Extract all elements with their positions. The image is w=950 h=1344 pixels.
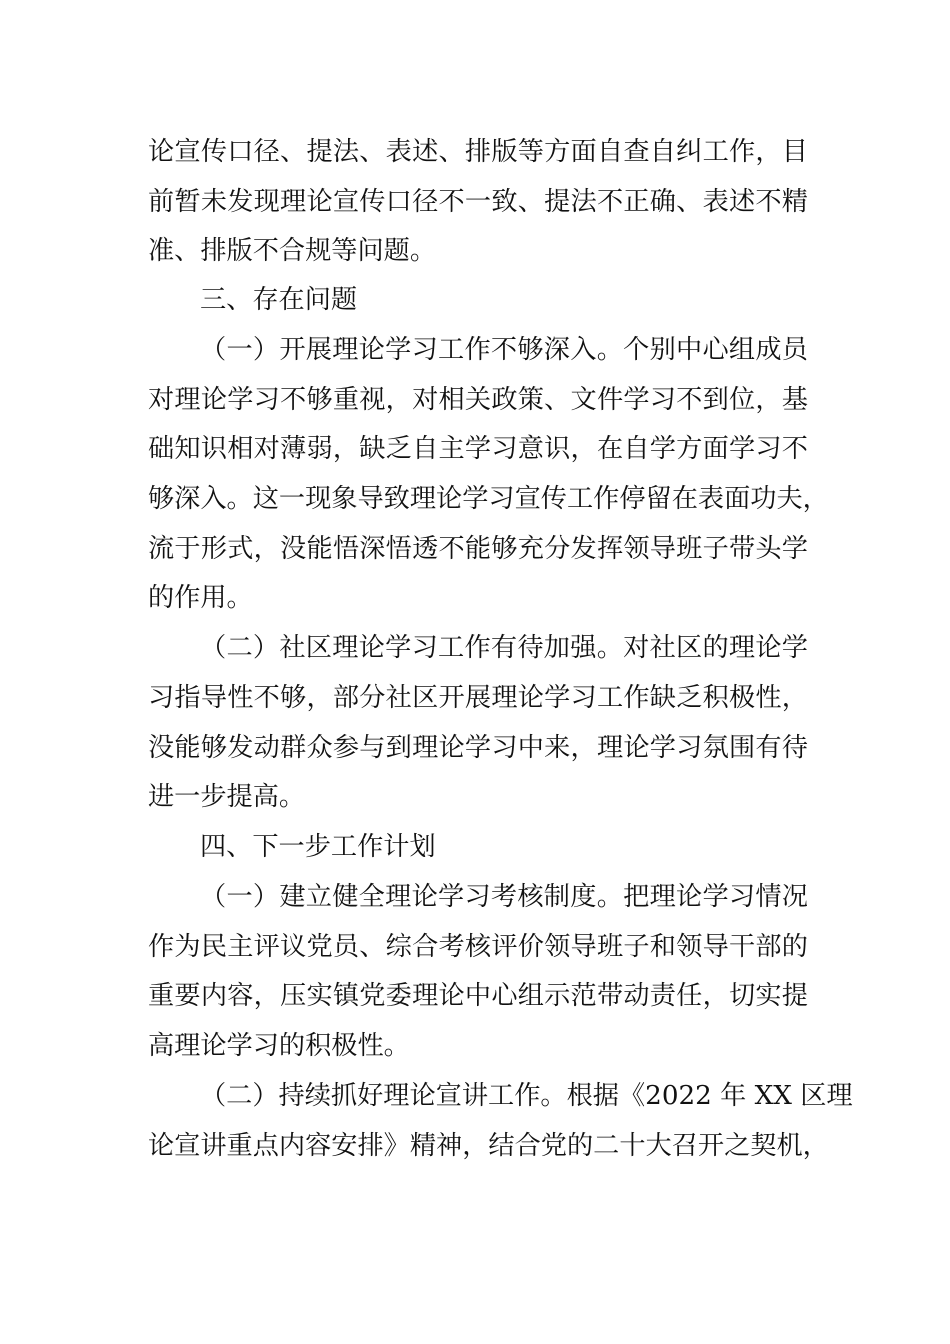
paragraph-line: 论宣讲重点内容安排》精神，结合党的二十大召开之契机， — [148, 1131, 829, 1161]
paragraph-line: 论宣传口径、提法、表述、排版等方面自查自纠工作，目 — [148, 137, 808, 167]
paragraph-line: （二）社区理论学习工作有待加强。对社区的理论学 — [200, 633, 808, 663]
paragraph-line: （一）建立健全理论学习考核制度。把理论学习情况 — [200, 882, 808, 912]
paragraph-line: 高理论学习的积极性。 — [148, 1031, 410, 1061]
paragraph-line: 进一步提高。 — [148, 782, 306, 812]
paragraph-line: （一）开展理论学习工作不够深入。个别中心组成员 — [200, 335, 808, 365]
paragraph-line: 重要内容，压实镇党委理论中心组示范带动责任，切实提 — [148, 981, 808, 1011]
section-heading-4: 四、下一步工作计划 — [200, 832, 436, 862]
paragraph-line: 没能够发动群众参与到理论学习中来，理论学习氛围有待 — [148, 733, 808, 763]
paragraph-line: 流于形式，没能悟深悟透不能够充分发挥领导班子带头学 — [148, 534, 808, 564]
paragraph-line: 前暂未发现理论宣传口径不一致、提法不正确、表述不精 — [148, 187, 808, 217]
paragraph-line: 的作用。 — [148, 583, 253, 613]
section-heading-3: 三、存在问题 — [200, 285, 358, 315]
paragraph-line: 础知识相对薄弱，缺乏自主学习意识，在自学方面学习不 — [148, 434, 808, 464]
paragraph-line: 作为民主评议党员、综合考核评价领导班子和领导干部的 — [148, 932, 808, 962]
paragraph-line: 对理论学习不够重视，对相关政策、文件学习不到位，基 — [148, 385, 808, 415]
paragraph-line: 习指导性不够，部分社区开展理论学习工作缺乏积极性， — [148, 683, 808, 713]
paragraph-line: 够深入。这一现象导致理论学习宣传工作停留在表面功夫， — [148, 484, 829, 514]
paragraph-line: （二）持续抓好理论宣讲工作。根据《2022 年 XX 区理 — [200, 1081, 853, 1111]
paragraph-line: 准、排版不合规等问题。 — [148, 236, 437, 266]
